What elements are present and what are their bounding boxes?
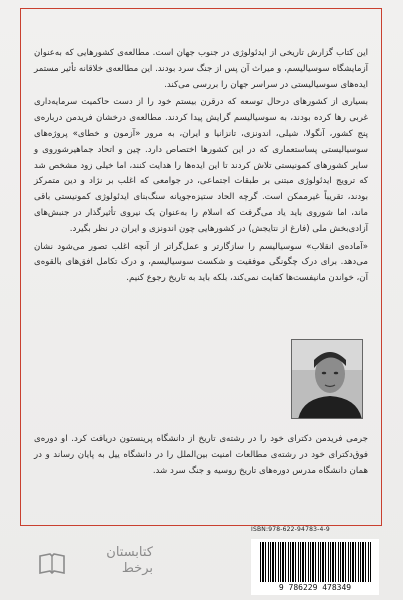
author-bio: جرمی فریدمن دکترای خود را در رشته‌ی تاریخ از دانشگاه پرینستون دریافت کرد. او دوره‌ی فوق‌دکترای خود در رشته‌ی مطالعات امنیت بین‌الملل را در دانشگاه ییل به پایان رساند و در همان دانشگاه مدرس دوره‌های تاریخ روسیه و جنگ سرد شد. bbox=[34, 434, 368, 476]
book-description bbox=[34, 46, 368, 287]
publisher-name-line2: برخط bbox=[121, 561, 153, 576]
barcode-area bbox=[251, 539, 379, 599]
barcode-digits: 9 786229 478349 bbox=[278, 583, 352, 592]
publisher-name-line1: کتابستان bbox=[106, 545, 153, 560]
description-paragraph-1: این کتاب گزارش تاریخی از ایدئولوژی در جنوب جهان است. مطالعه‌ی کشورهایی که به‌عنوان آزمایشگاه سوسیالیسم، و میراث آن پس از جنگ سرد بودند. این مطالعه‌ی خلاقانه تأثیر مستمر ایده‌های سوسیالیستی در سراسر جهان را بررسی می‌کند. bbox=[34, 48, 368, 90]
isbn-label: ISBN:978-622-94783-4-9 bbox=[251, 526, 330, 533]
book-icon bbox=[37, 549, 67, 579]
publisher-name bbox=[73, 545, 153, 577]
description-paragraph-3: «آماده‌ی انقلاب» سوسیالیسم را سازگارتر و عمل‌گراتر از آنچه اغلب تصور می‌شود نشان می‌دهد. برای درک چگونگی موفقیت و شکست سوسیالیسم، و درک تکامل افق‌های بالقوه‌ی آن، خواندن مانیفست‌ها کفایت نمی‌کند، بلکه باید به تاریخ رجوع کنیم. bbox=[34, 241, 368, 284]
author-photo bbox=[291, 339, 363, 419]
barcode bbox=[251, 539, 379, 595]
publisher-logo bbox=[37, 545, 152, 585]
barcode-bars bbox=[260, 542, 372, 582]
description-paragraph-2: بسیاری از کشورهای درحال توسعه که درقرن بیستم خود را از دست حاکمیت سرمایه‌داری غربی رها کرده بودند، به سوسیالیسم گرایش پیدا کردند. مطالعه‌ی درخشان فریدمن درباره‌ی پنج کشور، آنگولا، شیلی، اندونزی، تانزانیا و ایران، به مرور «آزمون و خطای» پروژه‌های سوسیالیستی پساستعماری که در این کشورها اختصاص دارد. چین و اتحاد جماهیرشوروی و سایر کشورهای کمونیستی تلاش کردند تا این ایده‌ها را هدایت کنند، اما خیلی زود مشخص شد که ترویج ایدئولوژی مبتنی بر طبقات اجتماعی، در جوامعی که اغلب بر نژاد و دین متمرکز بودند، تقریباً غیرممکن است. گرچه الحاد ستیزه‌جویانه سنگ‌بنای ایدئولوژی کمونیستی باقی ماند، اما شوروی باید یاد می‌گرفت که اسلام را به‌عنوان یک نیروی تأثیرگذار در جنبش‌های آزادی‌بخش ملی (فارغ از نتایجش) در کشورهایی چون اندونزی و ایران در نظر بگیرد. bbox=[34, 97, 368, 234]
